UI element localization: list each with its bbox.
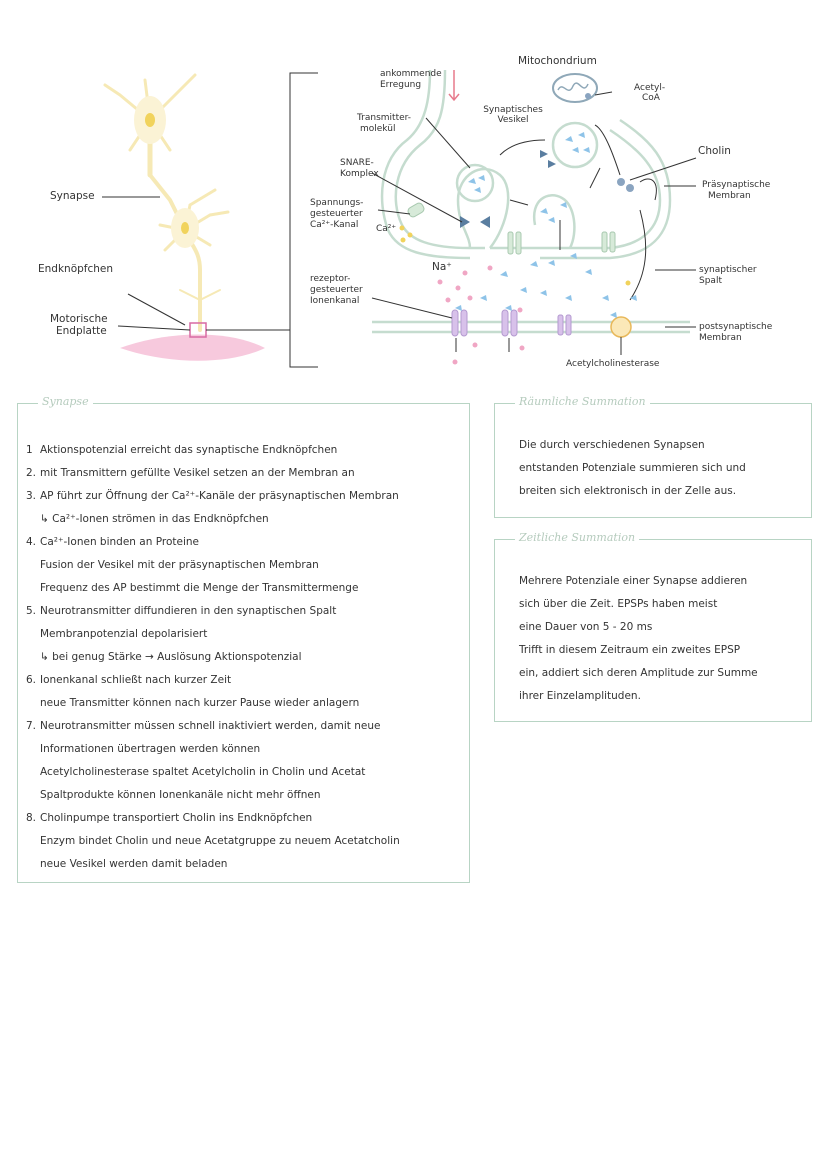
label-presyn-2: Membran	[708, 191, 751, 201]
step-row	[26, 738, 461, 761]
step-text: ↳ bei genug Stärke → Auslösung Aktionspotenzial	[40, 651, 302, 663]
synapse-steps-box	[17, 395, 470, 883]
label-vgcc-2: gesteuerter	[310, 209, 363, 219]
step-text: neue Transmitter können nach kurzer Pause wieder anlagern	[40, 697, 360, 709]
label-postsyn-2: Membran	[699, 333, 742, 343]
step-row	[26, 669, 461, 692]
step-row	[26, 600, 461, 623]
step-text: Ca²⁺-Ionen binden an Proteine	[40, 536, 199, 548]
label-mitochondrium: Mitochondrium	[518, 55, 597, 67]
label-na: Na⁺	[432, 261, 452, 273]
label-vgcc-3: Ca²⁺-Kanal	[310, 220, 359, 230]
step-row	[26, 462, 461, 485]
step-row	[26, 692, 461, 715]
label-cholin: Cholin	[698, 145, 731, 157]
step-text: Aktionspotenzial erreicht das synaptische Endknöpfchen	[40, 444, 338, 456]
presynaptic-terminal	[382, 70, 670, 258]
label-ca: Ca²⁺	[376, 224, 397, 234]
temporal-line: sich über die Zeit. EPSPs haben meist	[519, 598, 718, 610]
step-text: Ionenkanal schließt nach kurzer Zeit	[40, 674, 232, 686]
step-number: 5.	[26, 605, 37, 617]
neuron-drawing	[105, 75, 228, 330]
temporal-line: ein, addiert sich deren Amplitude zur Summe	[519, 667, 758, 679]
spatial-line: breiten sich elektronisch in der Zelle aus.	[519, 485, 737, 497]
step-row	[26, 761, 461, 784]
label-snare-1: SNARE-	[340, 158, 374, 168]
step-text: mit Transmittern gefüllte Vesikel setzen an der Membran an	[40, 467, 355, 479]
spatial-summation-box	[494, 395, 812, 518]
synapse-box-title: Synapse	[38, 395, 93, 408]
label-receptor-2: gesteuerter	[310, 285, 363, 295]
nucleus-2	[181, 222, 189, 234]
label-transmitter-2: molekül	[360, 124, 396, 134]
label-vgcc-1: Spannungs-	[310, 198, 364, 208]
step-text: Frequenz des AP bestimmt die Menge der Transmittermenge	[40, 582, 359, 594]
step-row	[26, 784, 461, 807]
step-text: Cholinpumpe transportiert Cholin ins Endknöpfchen	[40, 812, 313, 824]
step-number: 1	[26, 444, 33, 456]
label-endplate-2: Endplatte	[56, 325, 107, 337]
step-text: AP führt zur Öffnung der Ca²⁺-Kanäle der präsynaptischen Membran	[40, 490, 399, 502]
temporal-line: Mehrere Potenziale einer Synapse addieren	[519, 575, 748, 587]
label-cleft-2: Spalt	[699, 276, 722, 286]
label-transmitter-1: Transmitter-	[357, 113, 412, 123]
label-vesicle-2: Vesikel	[497, 115, 529, 125]
ache-enzyme	[611, 317, 631, 337]
step-row	[26, 646, 461, 669]
step-number: 3.	[26, 490, 37, 502]
step-row	[26, 830, 461, 853]
step-number: 4.	[26, 536, 37, 548]
label-vesicle-1: Synaptisches	[483, 105, 543, 115]
step-number: 8.	[26, 812, 37, 824]
spatial-line: Die durch verschiedenen Synapsen	[519, 439, 705, 451]
step-text: Enzym bindet Cholin und neue Acetatgruppe zu neuem Acetatcholin	[40, 835, 400, 847]
step-row	[26, 485, 461, 508]
step-row	[26, 623, 461, 646]
temporal-line: ihrer Einzelamplituden.	[519, 690, 641, 702]
step-text: ↳ Ca²⁺-Ionen strömen in das Endknöpfchen	[40, 513, 269, 525]
step-row	[26, 439, 461, 462]
label-postsyn-1: postsynaptische	[699, 322, 773, 332]
label-endplate-1: Motorische	[50, 313, 108, 325]
label-acetyl-1: Acetyl-	[634, 83, 666, 93]
temporal-box-title: Zeitliche Summation	[515, 531, 639, 544]
step-text: Neurotransmitter diffundieren in den synaptischen Spalt	[40, 605, 337, 617]
step-row	[26, 807, 461, 830]
label-presyn-1: Präsynaptische	[702, 180, 771, 190]
step-text: neue Vesikel werden damit beladen	[40, 858, 228, 870]
label-receptor-3: Ionenkanal	[310, 296, 360, 306]
spatial-box-title: Räumliche Summation	[515, 395, 650, 408]
step-row	[26, 508, 461, 531]
spatial-line: entstanden Potenziale summieren sich und	[519, 462, 746, 474]
step-text: Spaltprodukte können Ionenkanäle nicht mehr öffnen	[40, 789, 321, 801]
label-ache: Acetylcholinesterase	[566, 359, 660, 369]
label-incoming-2: Erregung	[380, 80, 422, 90]
muscle-fiber	[120, 335, 265, 361]
temporal-summation-box	[494, 531, 812, 722]
label-synapse: Synapse	[50, 190, 95, 202]
step-row	[26, 554, 461, 577]
temporal-line: eine Dauer von 5 - 20 ms	[519, 621, 653, 633]
label-snare-2: Komplex	[340, 169, 379, 179]
step-row	[26, 531, 461, 554]
label-receptor-1: rezeptor-	[310, 274, 351, 284]
mitochondrium-icon	[553, 74, 597, 102]
step-text: Acetylcholinesterase spaltet Acetylcholin in Cholin und Acetat	[40, 766, 366, 778]
steps-list	[26, 439, 461, 876]
step-row	[26, 715, 461, 738]
step-number: 2.	[26, 467, 37, 479]
nucleus-1	[145, 113, 155, 127]
label-incoming-1: ankommende	[380, 69, 442, 79]
step-text: Membranpotenzial depolarisiert	[40, 628, 208, 640]
temporal-line: Trifft in diesem Zeitraum ein zweites EPSP	[519, 644, 741, 656]
label-cleft-1: synaptischer	[699, 265, 757, 275]
label-terminal: Endknöpfchen	[38, 263, 114, 275]
step-text: Informationen übertragen werden können	[40, 743, 261, 755]
step-row	[26, 853, 461, 876]
step-text: Fusion der Vesikel mit der präsynaptischen Membran	[40, 559, 319, 571]
step-number: 6.	[26, 674, 37, 686]
incoming-arrow	[449, 70, 459, 100]
step-row	[26, 577, 461, 600]
step-text: Neurotransmitter müssen schnell inaktiviert werden, damit neue	[40, 720, 381, 732]
label-acetyl-2: CoA	[642, 93, 660, 103]
step-number: 7.	[26, 720, 37, 732]
